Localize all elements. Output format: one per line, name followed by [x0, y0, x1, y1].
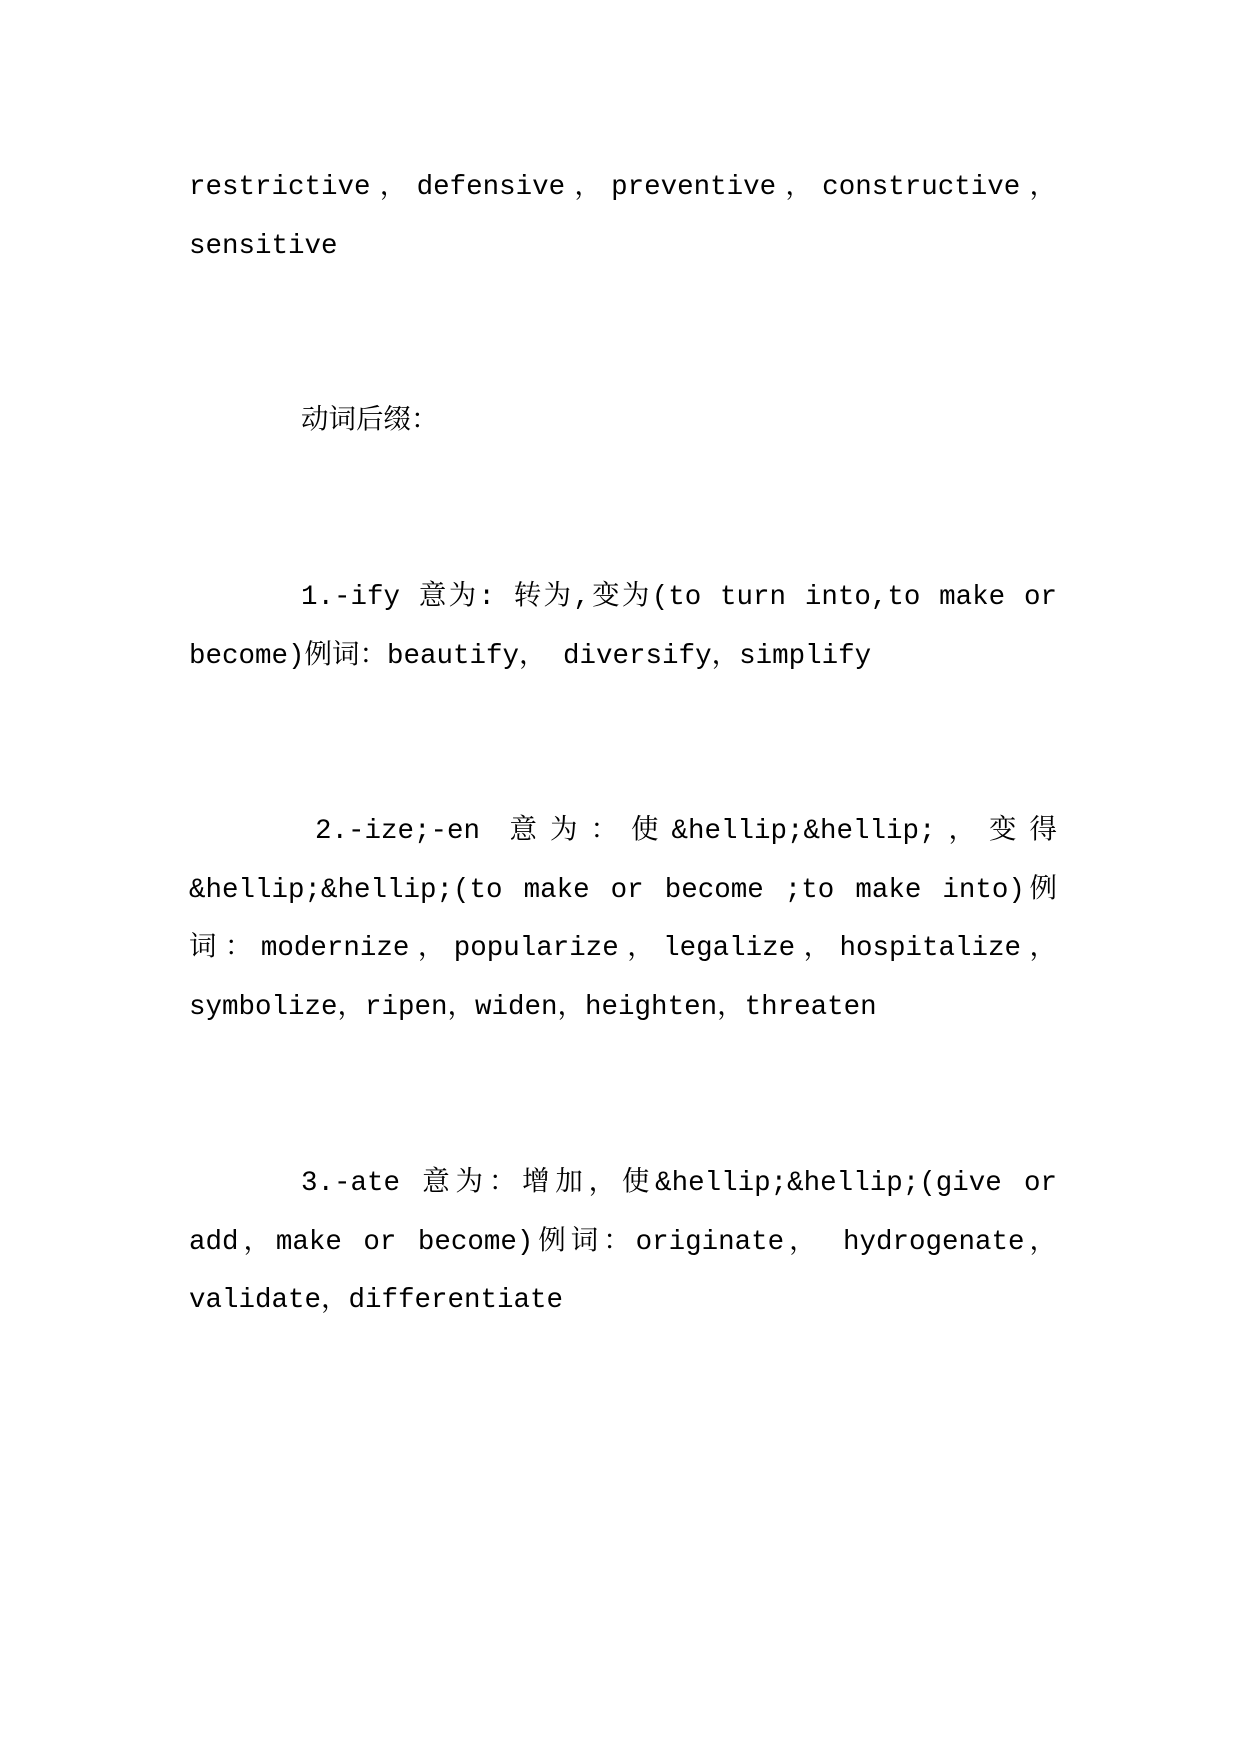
paragraph-suffix-ate [189, 1155, 1057, 1331]
paragraph-suffix-ify [189, 569, 1057, 686]
text-line: add，make or become)例词：originate， hydrogenate， [189, 1226, 1057, 1258]
section-heading-verb-suffixes [189, 393, 1057, 452]
paragraph-adjective-examples [189, 159, 1057, 276]
text-line: validate，differentiate [189, 1285, 564, 1316]
text-line: 词：modernize，popularize，legalize，hospitalize， [189, 933, 1057, 964]
text-line: sensitive [189, 230, 338, 262]
paragraph-suffix-ize-en [189, 803, 1057, 1037]
section-heading: 动词后缀： [301, 406, 439, 437]
text-line: restrictive，defensive，preventive，constructive， [189, 172, 1057, 203]
text-line: 2.-ize;-en 意为：使&hellip;&hellip;，变得 [315, 816, 1057, 847]
text-line: 1.-ify 意为: 转为,变为(to turn into,to make or [301, 582, 1057, 613]
text-line: &hellip;&hellip;(to make or become ;to make into)例 [189, 874, 1057, 906]
text-line: 3.-ate 意为：增加，使&hellip;&hellip;(give or [301, 1168, 1057, 1199]
text-line: symbolize，ripen，widen，heighten，threaten [189, 991, 877, 1023]
text-line: become)例词：beautify， diversify，simplify [189, 640, 872, 672]
